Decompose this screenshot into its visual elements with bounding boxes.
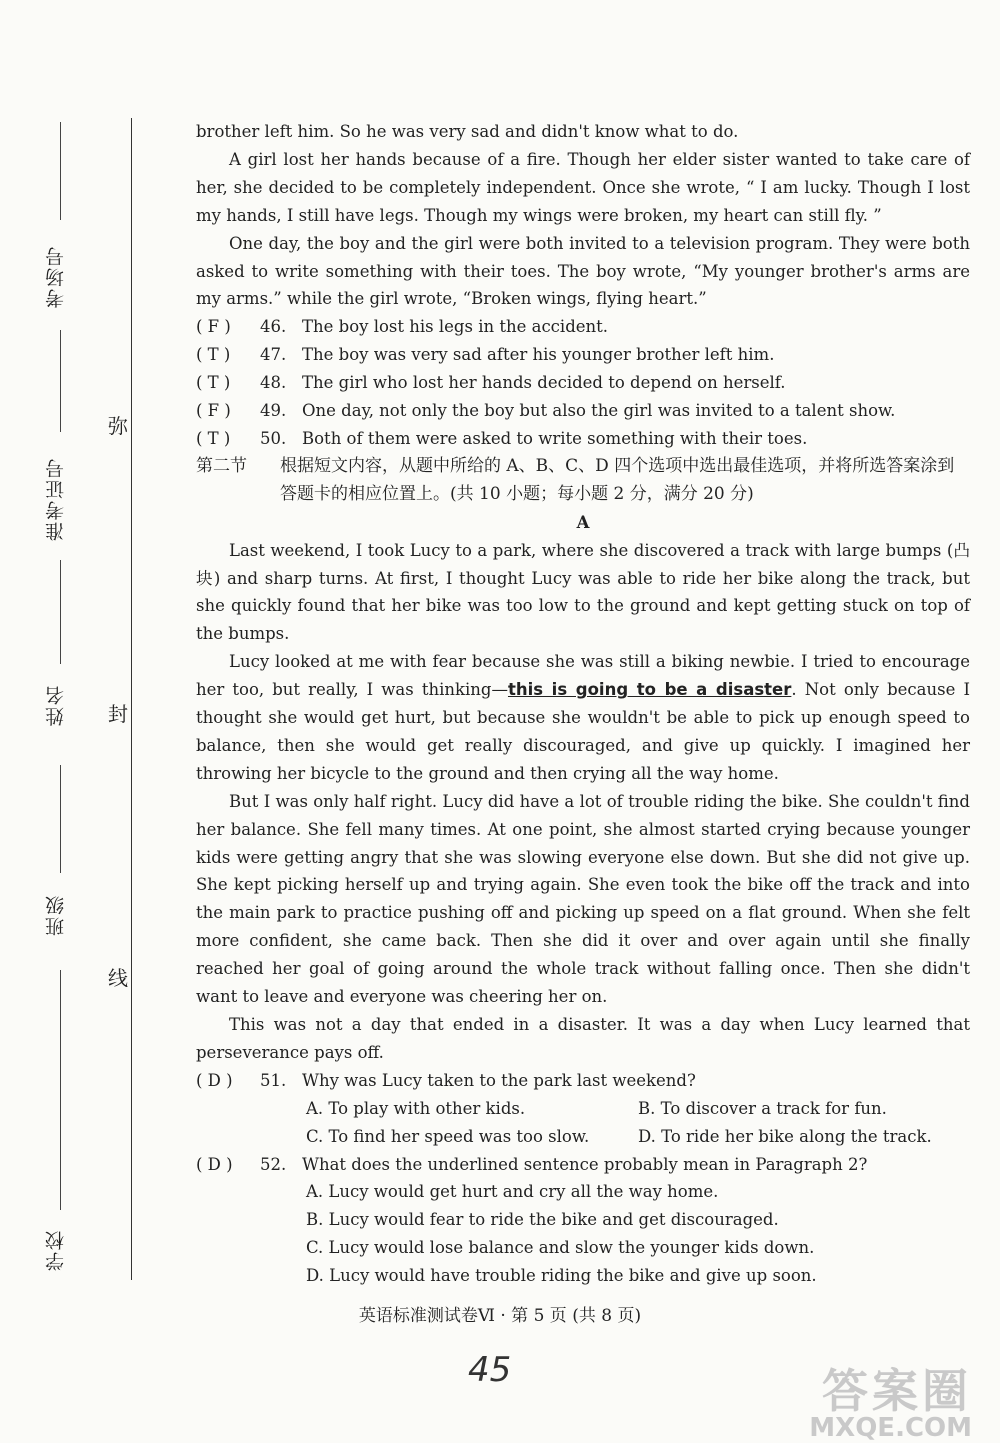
question-stem: Both of them were asked to write something with their toes. xyxy=(302,428,808,448)
name-label: 姓名 xyxy=(45,684,67,726)
seal-char-xian: 线 xyxy=(108,966,128,990)
ticket-number-line xyxy=(60,330,61,432)
answer-mark: ( F ) xyxy=(196,401,231,421)
option-a: A. To play with other kids. xyxy=(306,1098,526,1118)
option-a: A. Lucy would get hurt and cry all the way home. xyxy=(306,1182,719,1202)
answer-mark: ( T ) xyxy=(196,345,231,365)
question-stem: One day, not only the boy but also the girl was invited to a talent show. xyxy=(302,401,896,421)
passage-paragraph xyxy=(196,648,970,788)
tf-question-46 xyxy=(196,313,970,341)
class-label: 班级 xyxy=(45,894,67,936)
page-content xyxy=(196,118,970,1290)
passage-tail-line: brother left him. So he was very sad and didn't know what to do. xyxy=(196,122,739,141)
question-stem: The girl who lost her hands decided to depend on herself. xyxy=(302,373,786,393)
question-number: 49. xyxy=(260,401,287,421)
watermark-logo xyxy=(809,1355,972,1443)
answer-mark: ( T ) xyxy=(196,373,231,393)
watermark-url: MXQE.COM xyxy=(809,1413,972,1443)
seal-char-feng: 封 xyxy=(108,702,128,726)
seal-fold-line xyxy=(131,118,132,1280)
question-number: 51. xyxy=(260,1070,287,1090)
question-number: 47. xyxy=(260,345,287,365)
ticket-number-label: 准考证号 xyxy=(45,457,67,541)
class-line xyxy=(60,765,61,873)
passage-paragraph: This was not a day that ended in a disaster. It was a day when Lucy learned that perseverance pays off. xyxy=(196,1015,970,1062)
section-label: 第二节 xyxy=(196,455,247,476)
passage-paragraph: A girl lost her hands because of a fire. Though her elder sister wanted to take care of her, she decided to be completely independent. Once she wrote, “ I am lucky. Though I lost my hands, I still have legs. Though my wings were broken, my heart can still fly. ” xyxy=(196,149,970,225)
tf-question-48 xyxy=(196,369,970,397)
passage-title: A xyxy=(576,512,590,532)
watermark-title: 答案圈 xyxy=(822,1364,972,1418)
answer-mark: ( T ) xyxy=(196,428,231,448)
exam-room-label: 考场号 xyxy=(45,245,67,309)
question-number: 52. xyxy=(260,1154,287,1174)
option-b: B. To discover a track for fun. xyxy=(638,1098,887,1118)
paragraph-text: . Not only because I thought she would get hurt, but because she wouldn't be able to pick up enough speed to balance, then she would get really discouraged, and give up quickly. I imagined her throwing her bicycle to the ground and then crying all the way home. xyxy=(196,680,970,783)
page-footer: 英语标准测试卷Ⅵ · 第 5 页 (共 8 页) xyxy=(358,1306,642,1326)
mc-question-51 xyxy=(196,1067,970,1095)
option-c: C. Lucy would lose balance and slow the younger kids down. xyxy=(306,1238,815,1258)
options-row xyxy=(196,1095,970,1123)
mc-question-52 xyxy=(196,1151,970,1179)
passage-paragraph: One day, the boy and the girl were both invited to a television program. They were both asked to write something with their toes. The boy wrote, “My younger brother's arms are my arms.” while the girl wrote, “Broken wings, flying heart.” xyxy=(196,233,970,309)
option-d: D. Lucy would have trouble riding the bike and give up soon. xyxy=(306,1266,817,1286)
tf-question-50 xyxy=(196,425,970,453)
school-line xyxy=(60,970,61,1210)
passage-paragraph: But I was only half right. Lucy did have a lot of trouble riding the bike. She couldn't find her balance. She fell many times. At one point, she almost started crying because younger kids were getting angry that she was slowing everyone else down. But she did not give up. She kept picking herself up and trying again. She even took the bike off the track and into the main park to practice pushing off and picking up speed on a flat ground. When she felt more confident, she came back. Then she did it over and over again until she finally reached her goal of going around the whole track without falling once. Then she didn't want to leave and everyone was cheering her on. xyxy=(196,791,970,1007)
question-number: 48. xyxy=(260,373,287,393)
option-c: C. To find her speed was too slow. xyxy=(306,1126,590,1146)
answer-mark: ( D ) xyxy=(196,1154,233,1174)
seal-char-mi: 弥 xyxy=(108,414,128,438)
handwritten-page-number: 45 xyxy=(468,1350,512,1390)
school-label: 学校 xyxy=(45,1229,67,1271)
options-row xyxy=(196,1123,970,1151)
option-d: D. To ride her bike along the track. xyxy=(638,1126,932,1146)
paragraph-text: Lucy looked at me with fear because she was still a biking newbie. I tried to encourage her too, but really, I was thinking— xyxy=(196,652,970,700)
section-header xyxy=(196,453,970,509)
question-stem: What does the underlined sentence probably mean in Paragraph 2? xyxy=(302,1154,868,1174)
section-instruction: 根据短文内容，从题中所给的 A、B、C、D 四个选项中选出最佳选项，并将所选答案涂到答题卡的相应位置上。(共 10 小题；每小题 2 分，满分 20 分) xyxy=(280,455,955,504)
tf-question-49 xyxy=(196,397,970,425)
underlined-sentence: this is going to be a disaster xyxy=(507,680,792,700)
question-stem: Why was Lucy taken to the park last weekend? xyxy=(302,1070,696,1090)
question-number: 50. xyxy=(260,428,287,448)
question-stem: The boy lost his legs in the accident. xyxy=(302,317,609,337)
option-b: B. Lucy would fear to ride the bike and get discouraged. xyxy=(306,1210,779,1230)
answer-mark: ( F ) xyxy=(196,317,231,337)
passage-paragraph: Last weekend, I took Lucy to a park, where she discovered a track with large bumps (凸块) and sharp turns. At first, I thought Lucy was able to ride her bike along the track, but she quickly found that her bike was too low to the ground and kept getting stuck on top of the bumps. xyxy=(196,540,970,644)
question-number: 46. xyxy=(260,317,287,337)
tf-question-47 xyxy=(196,341,970,369)
name-line xyxy=(60,560,61,664)
question-stem: The boy was very sad after his younger brother left him. xyxy=(302,345,775,365)
answer-mark: ( D ) xyxy=(196,1070,233,1090)
exam-room-line xyxy=(60,122,61,220)
